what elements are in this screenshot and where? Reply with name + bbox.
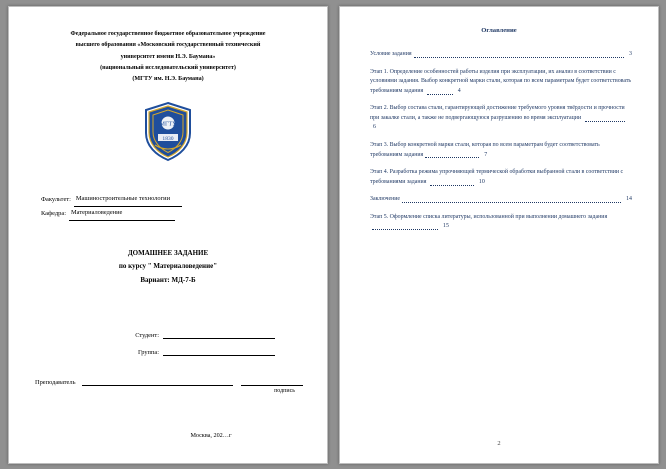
- assignment-line-2: по курсу " Материаловедение": [118, 262, 218, 271]
- toc-entry-body: [370, 104, 632, 133]
- contents-page: [339, 6, 659, 464]
- toc-entry-text: Этап 2. Выбор состава стали, гарантирующей достижение требуемого уровня твёрдости и прочности при закалке стали, а также не подвергающуюся разрушению во время эксплуатации: [370, 105, 625, 121]
- toc-leader: [402, 202, 621, 203]
- field-teacher: [35, 378, 303, 386]
- field-department: [41, 207, 327, 221]
- assignment-line-1: ДОМАШНЕЕ ЗАДАНИЕ: [127, 248, 209, 257]
- toc-leader: [414, 57, 624, 58]
- toc-entry-text: Этап 1. Определение особенностей работы изделия при эксплуатации, их анализ в соответствии с условиями задания. Выбор конкретной марки стали, которая по всем параметрам будет соответствовать требованиям задания: [370, 68, 632, 94]
- contents-heading: Оглавление: [481, 27, 517, 34]
- field-student-label: Студент:: [135, 331, 159, 339]
- field-teacher-label: Преподаватель: [35, 378, 76, 386]
- toc-entry[interactable]: [370, 141, 632, 160]
- city-year: [9, 432, 327, 439]
- svg-text:МГТУ: МГТУ: [159, 121, 177, 128]
- page-number: 2: [497, 440, 501, 447]
- field-faculty: [41, 193, 327, 207]
- field-student-line: [163, 331, 275, 339]
- toc-entry-body: [370, 68, 632, 97]
- toc-entry-text: Этап 3. Выбор конкретной марки стали, которая по всем параметрам будет соответствовать требованиям задания: [370, 141, 600, 158]
- toc-entry[interactable]: [370, 213, 632, 232]
- emblem-year-text: 1830: [162, 136, 174, 143]
- title-page: [8, 6, 328, 464]
- field-student: [9, 331, 275, 339]
- toc-entry-page: 15: [443, 223, 449, 230]
- field-group-line: [163, 348, 275, 356]
- toc-leader: [585, 121, 625, 122]
- field-group-label: Группа:: [137, 348, 159, 356]
- toc-entry-page: 6: [373, 124, 376, 131]
- toc-entry-body: [370, 141, 632, 160]
- toc-entry-page: 3: [629, 51, 632, 57]
- toc-entry[interactable]: [370, 68, 632, 97]
- header-line-5: (МГТУ им. Н.Э. Баумана): [132, 76, 204, 83]
- toc-entry-text: Этап 5. Оформление списка литературы, использованной при выполнении домашнего задания: [370, 213, 608, 220]
- field-department-label: Кафедра:: [41, 210, 66, 218]
- field-department-value: Материаловедение: [69, 207, 175, 221]
- faculty-fields: [41, 193, 327, 221]
- toc-entry-body: [370, 168, 632, 187]
- assignment-line-3: Вариант: МД-7-Б: [140, 275, 196, 284]
- teacher-fields: [35, 378, 303, 394]
- header-line-2: высшего образования «Московский государственный технический: [75, 42, 261, 49]
- header-line-1: Федеральное государственное бюджетное образовательное учреждение: [70, 31, 266, 37]
- toc-entry-page: 4: [457, 87, 461, 94]
- toc-leader: [425, 157, 479, 158]
- toc-entry[interactable]: [370, 195, 632, 205]
- header-line-4: (национальный исследовательский университет): [100, 64, 236, 71]
- university-header: [35, 29, 301, 85]
- field-teacher-signature-line: [241, 378, 303, 386]
- header-line-3: университет имени Н.Э. Баумана»: [120, 53, 216, 60]
- toc-leader: [427, 94, 453, 95]
- field-group: [9, 348, 275, 356]
- toc-entry-page: 10: [478, 178, 485, 185]
- toc-entry-page: 14: [626, 196, 632, 203]
- toc-leader: [430, 185, 474, 186]
- toc-leader: [372, 229, 438, 230]
- toc-entry[interactable]: [370, 50, 632, 60]
- toc-entry-body: [370, 213, 632, 232]
- toc-entry-page: 7: [484, 151, 488, 158]
- field-faculty-value: Машиностроительные технологии: [74, 193, 182, 207]
- toc-entry-text: Заключение: [370, 196, 401, 203]
- student-fields: [9, 331, 275, 356]
- field-faculty-label: Факультет:: [41, 196, 71, 204]
- toc-entry[interactable]: [370, 168, 632, 187]
- field-teacher-name-line: [82, 378, 233, 386]
- table-of-contents: [370, 50, 632, 232]
- mstu-bauman-emblem-icon: [142, 101, 194, 163]
- toc-entry[interactable]: [370, 104, 632, 133]
- toc-entry-text: Условие задания: [370, 51, 412, 57]
- assignment-title: [9, 247, 327, 287]
- emblem-container: [9, 101, 327, 163]
- signature-caption: подпись: [274, 387, 295, 394]
- city-year-text: Москва, 202…г: [190, 432, 232, 439]
- toc-entry-text: Этап 4. Разработка режима упрочняющей термической обработки выбранной стали в соответствии с требованиями задания: [370, 169, 624, 185]
